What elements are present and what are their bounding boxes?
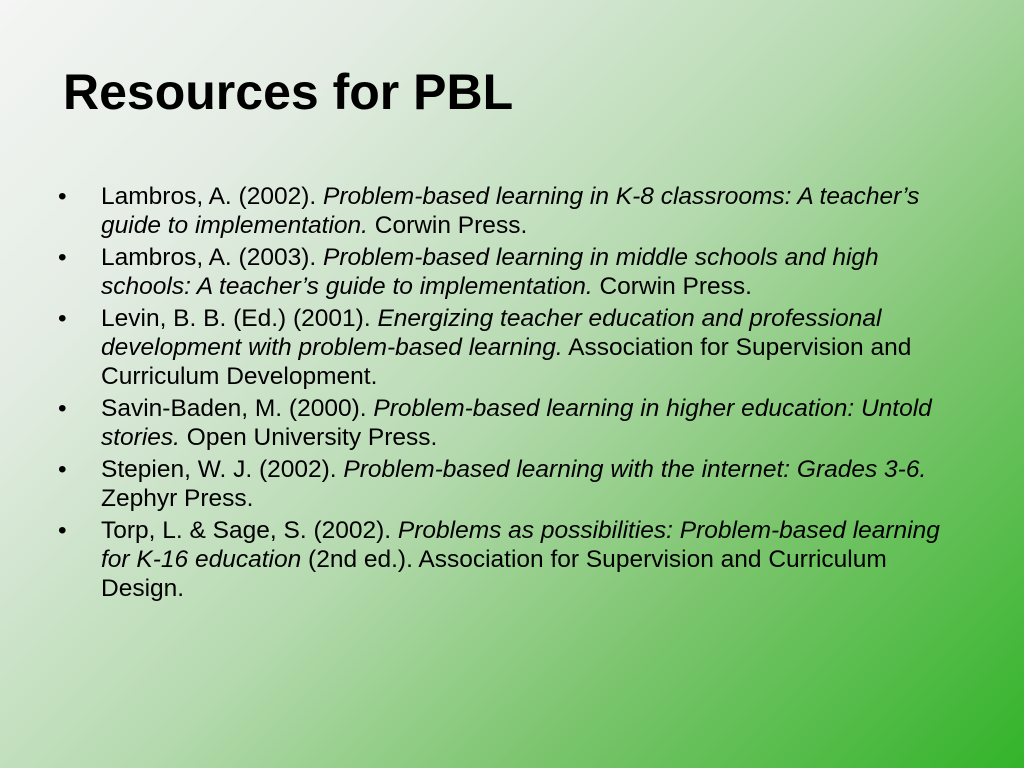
bullet-icon: •: [58, 244, 67, 271]
reference-list: [58, 182, 958, 606]
bullet-icon: •: [58, 183, 67, 210]
reference-item: [58, 182, 958, 240]
reference-title: Problem-based learning in higher education: Untold stories.: [101, 395, 932, 451]
reference-author-year: Lambros, A. (2002).: [101, 183, 317, 210]
reference-author-year: Savin-Baden, M. (2000).: [101, 395, 367, 422]
reference-publisher: Zephyr Press.: [101, 485, 254, 512]
bullet-icon: •: [58, 395, 67, 422]
bullet-icon: •: [58, 517, 67, 544]
reference-publisher: Corwin Press.: [599, 273, 752, 300]
reference-author-year: Stepien, W. J. (2002).: [101, 456, 337, 483]
reference-title: Energizing teacher education and professional development with problem-based learning.: [101, 305, 882, 361]
reference-author-year: Levin, B. B. (Ed.) (2001).: [101, 305, 371, 332]
slide-title: Resources for PBL: [63, 64, 514, 120]
reference-item: [58, 243, 958, 301]
bullet-icon: •: [58, 305, 67, 332]
reference-title: Problem-based learning in K-8 classrooms: A teacher’s guide to implementation.: [101, 183, 920, 239]
reference-publisher: Open University Press.: [186, 424, 438, 451]
reference-item: [58, 394, 958, 452]
reference-title: Problem-based learning in middle schools and high schools: A teacher’s guide to implementation.: [101, 244, 879, 300]
reference-author-year: Torp, L. & Sage, S. (2002).: [101, 517, 392, 544]
reference-publisher: (2nd ed.). Association for Supervision and Curriculum Design.: [101, 546, 887, 602]
reference-item: [58, 304, 958, 391]
reference-author-year: Lambros, A. (2003).: [101, 244, 317, 271]
reference-title: Problems as possibilities: Problem-based learning for K-16 education: [101, 517, 940, 573]
bullet-icon: •: [58, 456, 67, 483]
reference-title: Problem-based learning with the internet: Grades 3-6.: [343, 456, 927, 483]
reference-item: [58, 516, 958, 603]
reference-item: [58, 455, 958, 513]
reference-publisher: Corwin Press.: [374, 212, 528, 239]
reference-publisher: Association for Supervision and Curriculum Development.: [101, 334, 912, 390]
